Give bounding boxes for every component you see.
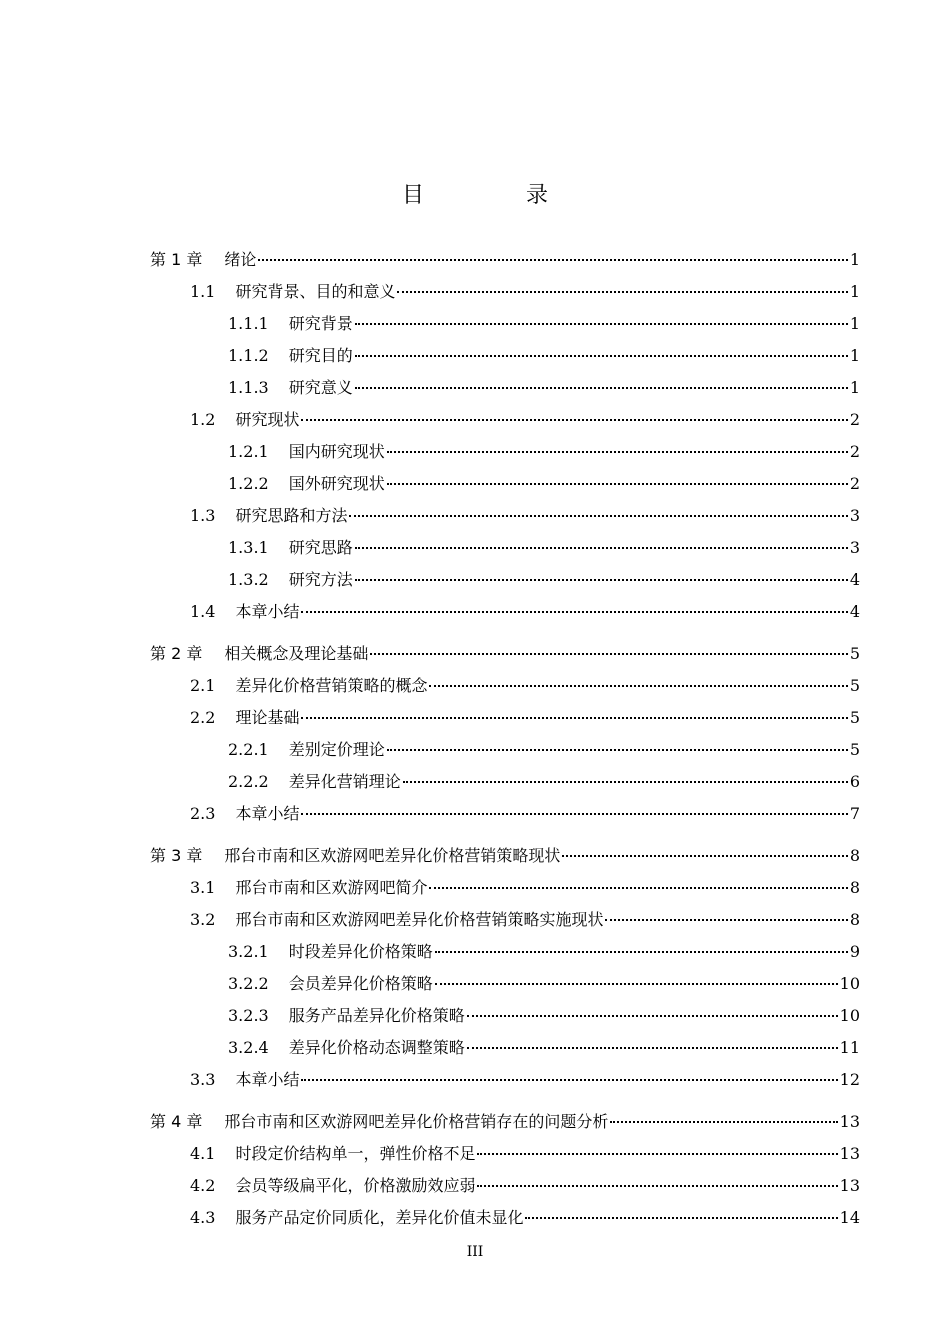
toc-entry-number: 1.3 [190, 506, 216, 525]
toc-entry-label: 研究背景 [288, 314, 353, 333]
toc-entry-label: 服务产品定价同质化，差异化价值未显化 [235, 1208, 524, 1227]
toc-entry-number: 第 3 章 [150, 846, 203, 865]
toc-entry-page: 2 [849, 410, 860, 429]
toc-dot-leader [301, 715, 847, 719]
toc-entry[interactable] [150, 872, 860, 904]
toc-entry-label: 研究思路 [288, 538, 353, 557]
toc-dot-leader [435, 949, 848, 953]
toc-entry-page: 7 [849, 804, 860, 823]
toc-dot-leader [355, 321, 848, 325]
toc-entry-number: 3.1 [190, 878, 216, 897]
toc-entry-number: 1.1.1 [228, 314, 269, 333]
toc-entry-number: 1.2 [190, 410, 216, 429]
toc-dot-leader [370, 651, 847, 655]
toc-entry[interactable] [150, 468, 860, 500]
toc-entry[interactable] [150, 1064, 860, 1096]
toc-entry-label: 相关概念及理论基础 [224, 644, 369, 663]
toc-chapter-entry[interactable] [150, 1106, 860, 1138]
toc-dot-leader [355, 545, 848, 549]
toc-dot-leader [301, 811, 847, 815]
toc-entry-page: 10 [839, 1006, 860, 1025]
toc-entry-page: 1 [849, 250, 860, 269]
toc-entry[interactable] [150, 436, 860, 468]
toc-entry-number: 3.2.4 [228, 1038, 269, 1057]
toc-entry-number: 3.2 [190, 910, 216, 929]
toc-entry-page: 2 [849, 442, 860, 461]
toc-entry-page: 4 [849, 570, 860, 589]
toc-entry-page: 13 [839, 1144, 860, 1163]
toc-entry-label: 理论基础 [235, 708, 300, 727]
toc-entry-label: 时段差异化价格策略 [288, 942, 433, 961]
toc-entry-label: 差别定价理论 [288, 740, 385, 759]
toc-dot-leader [477, 1183, 837, 1187]
toc-entry-number: 4.3 [190, 1208, 216, 1227]
toc-entry-page: 5 [849, 740, 860, 759]
toc-entry-number: 1.3.2 [228, 570, 269, 589]
toc-entry-page: 8 [849, 878, 860, 897]
toc-entry-label: 研究方法 [288, 570, 353, 589]
toc-entry[interactable] [150, 500, 860, 532]
toc-dot-leader [355, 353, 848, 357]
toc-entry[interactable] [150, 968, 860, 1000]
toc-dot-leader [467, 1045, 838, 1049]
toc-entry-label: 研究思路和方法 [235, 506, 348, 525]
toc-dot-leader [562, 853, 847, 857]
toc-entry-number: 3.2.3 [228, 1006, 269, 1025]
toc-entry-label: 差异化价格动态调整策略 [288, 1038, 465, 1057]
toc-entry-page: 2 [849, 474, 860, 493]
toc-entry-number: 2.1 [190, 676, 216, 695]
toc-dot-leader [301, 1077, 837, 1081]
toc-entry[interactable] [150, 1202, 860, 1234]
page-number: III [466, 1244, 484, 1260]
toc-entry-number: 2.2.1 [228, 740, 269, 759]
toc-dot-leader [355, 577, 848, 581]
toc-entry-page: 4 [849, 602, 860, 621]
toc-dot-leader [301, 609, 847, 613]
toc-entry-label: 研究背景、目的和意义 [235, 282, 396, 301]
toc-title: 目 录 [401, 183, 588, 208]
toc-dot-leader [403, 779, 848, 783]
toc-entry-page: 14 [839, 1208, 860, 1227]
toc-entry-number: 2.2.2 [228, 772, 269, 791]
toc-entry-label: 研究现状 [235, 410, 300, 429]
toc-dot-leader [397, 289, 847, 293]
toc-entry-page: 8 [849, 910, 860, 929]
toc-entry-page: 1 [849, 282, 860, 301]
toc-entry-number: 1.2.1 [228, 442, 269, 461]
toc-dot-leader [605, 917, 847, 921]
toc-entry[interactable] [150, 766, 860, 798]
toc-entry-number: 第 4 章 [150, 1112, 203, 1131]
toc-entry-page: 5 [849, 708, 860, 727]
toc-entry-label: 差异化营销理论 [288, 772, 401, 791]
table-of-contents [150, 244, 860, 1234]
toc-dot-leader [258, 257, 847, 261]
toc-entry[interactable] [150, 1032, 860, 1064]
toc-entry-number: 1.1.3 [228, 378, 269, 397]
toc-dot-leader [525, 1215, 837, 1219]
toc-entry[interactable] [150, 936, 860, 968]
toc-entry-number: 3.3 [190, 1070, 216, 1089]
toc-entry[interactable] [150, 702, 860, 734]
toc-entry-label: 研究意义 [288, 378, 353, 397]
toc-entry-number: 第 1 章 [150, 250, 203, 269]
toc-entry-number: 3.2.1 [228, 942, 269, 961]
toc-entry[interactable] [150, 340, 860, 372]
toc-entry-label: 本章小结 [235, 1070, 300, 1089]
toc-entry-number: 4.2 [190, 1176, 216, 1195]
toc-entry[interactable] [150, 564, 860, 596]
toc-entry-number: 2.2 [190, 708, 216, 727]
toc-entry-label: 差异化价格营销策略的概念 [235, 676, 428, 695]
toc-entry-label: 研究目的 [288, 346, 353, 365]
toc-entry[interactable] [150, 404, 860, 436]
toc-entry-page: 3 [849, 506, 860, 525]
toc-entry-number: 2.3 [190, 804, 216, 823]
toc-chapter-entry[interactable] [150, 638, 860, 670]
toc-dot-leader [429, 683, 847, 687]
toc-entry-label: 会员差异化价格策略 [288, 974, 433, 993]
toc-entry-number: 1.2.2 [228, 474, 269, 493]
toc-entry-label: 会员等级扁平化，价格激励效应弱 [235, 1176, 476, 1195]
toc-entry-page: 11 [839, 1038, 860, 1057]
toc-dot-leader [355, 385, 848, 389]
toc-entry-page: 8 [849, 846, 860, 865]
toc-entry[interactable] [150, 1000, 860, 1032]
toc-entry-label: 国内研究现状 [288, 442, 385, 461]
toc-dot-leader [429, 885, 847, 889]
toc-entry-number: 第 2 章 [150, 644, 203, 663]
toc-entry-page: 5 [849, 676, 860, 695]
toc-entry-number: 4.1 [190, 1144, 216, 1163]
toc-entry-page: 6 [849, 772, 860, 791]
toc-entry[interactable] [150, 904, 860, 936]
toc-entry[interactable] [150, 276, 860, 308]
toc-entry-page: 3 [849, 538, 860, 557]
toc-dot-leader [387, 747, 848, 751]
toc-entry-label: 邢台市南和区欢游网吧差异化价格营销策略实施现状 [235, 910, 604, 929]
toc-dot-leader [387, 481, 848, 485]
toc-chapter-entry[interactable] [150, 840, 860, 872]
toc-entry-number: 1.1.2 [228, 346, 269, 365]
toc-entry-page: 12 [839, 1070, 860, 1089]
toc-dot-leader [477, 1151, 837, 1155]
toc-entry-number: 3.2.2 [228, 974, 269, 993]
toc-entry-page: 13 [839, 1176, 860, 1195]
toc-entry[interactable] [150, 596, 860, 628]
toc-entry[interactable] [150, 308, 860, 340]
toc-entry-label: 邢台市南和区欢游网吧简介 [235, 878, 428, 897]
toc-entry[interactable] [150, 532, 860, 564]
toc-entry-label: 本章小结 [235, 602, 300, 621]
toc-entry[interactable] [150, 734, 860, 766]
toc-dot-leader [349, 513, 847, 517]
toc-dot-leader [435, 981, 838, 985]
toc-entry-label: 绪论 [224, 250, 257, 269]
toc-entry-page: 9 [849, 942, 860, 961]
toc-entry[interactable] [150, 1170, 860, 1202]
toc-entry-number: 1.3.1 [228, 538, 269, 557]
toc-entry-page: 13 [839, 1112, 860, 1131]
toc-dot-leader [301, 417, 847, 421]
toc-entry-number: 1.1 [190, 282, 216, 301]
toc-dot-leader [467, 1013, 838, 1017]
toc-entry-label: 本章小结 [235, 804, 300, 823]
toc-entry-label: 国外研究现状 [288, 474, 385, 493]
toc-entry-label: 时段定价结构单一，弹性价格不足 [235, 1144, 476, 1163]
toc-entry[interactable] [150, 798, 860, 830]
toc-entry-label: 邢台市南和区欢游网吧差异化价格营销存在的问题分析 [224, 1112, 609, 1131]
toc-entry-page: 10 [839, 974, 860, 993]
toc-entry-label: 服务产品差异化价格策略 [288, 1006, 465, 1025]
toc-entry-page: 5 [849, 644, 860, 663]
toc-entry-label: 邢台市南和区欢游网吧差异化价格营销策略现状 [224, 846, 561, 865]
toc-entry[interactable] [150, 372, 860, 404]
toc-entry-number: 1.4 [190, 602, 216, 621]
toc-chapter-entry[interactable] [150, 244, 860, 276]
toc-dot-leader [610, 1119, 837, 1123]
toc-entry[interactable] [150, 1138, 860, 1170]
toc-entry-page: 1 [849, 378, 860, 397]
toc-entry-page: 1 [849, 346, 860, 365]
toc-entry[interactable] [150, 670, 860, 702]
toc-dot-leader [387, 449, 848, 453]
toc-entry-page: 1 [849, 314, 860, 333]
